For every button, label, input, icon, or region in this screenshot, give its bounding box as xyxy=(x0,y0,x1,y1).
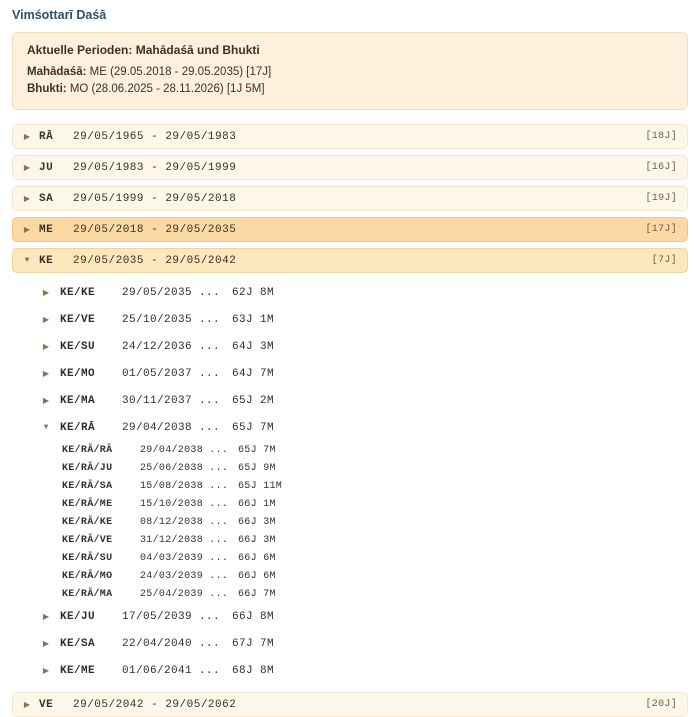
mahadasha-summary xyxy=(27,64,673,81)
chevron-right-icon[interactable]: ▶ xyxy=(23,163,31,173)
pratyantardasha-code: KE/RĀ/ME xyxy=(62,498,113,510)
antardasha-row[interactable] xyxy=(12,657,688,684)
mahadasha-duration: [19J] xyxy=(645,193,677,205)
antardasha-row-expanded[interactable] xyxy=(12,414,688,441)
pratyantardasha-date: 08/12/2038 ... xyxy=(140,516,229,528)
antardasha-row[interactable] xyxy=(12,603,688,630)
pratyantardasha-row[interactable] xyxy=(12,441,688,459)
antardasha-age: 68J 8M xyxy=(232,664,275,677)
mahadasha-code: ME xyxy=(39,223,54,236)
antardasha-age: 64J 7M xyxy=(232,367,275,380)
chevron-right-icon[interactable]: ▶ xyxy=(42,315,50,325)
pratyantardasha-age: 66J 3M xyxy=(238,534,276,546)
antardasha-age: 67J 7M xyxy=(232,637,275,650)
antardasha-age: 65J 7M xyxy=(232,421,275,434)
antardasha-row[interactable] xyxy=(12,333,688,360)
antardasha-list xyxy=(12,279,688,684)
chevron-right-icon[interactable]: ▶ xyxy=(42,369,50,379)
chevron-down-icon[interactable]: ▼ xyxy=(24,256,30,266)
pratyantardasha-date: 25/06/2038 ... xyxy=(140,462,229,474)
mahadasha-duration: [7J] xyxy=(651,255,677,267)
mahadasha-range: 29/05/1965 - 29/05/1983 xyxy=(73,130,237,143)
mahadasha-duration: [16J] xyxy=(645,162,677,174)
mahadasha-range: 29/05/2018 - 29/05/2035 xyxy=(73,223,237,236)
mahadasha-duration: [20J] xyxy=(645,699,677,711)
mahadasha-row[interactable] xyxy=(12,692,688,717)
antardasha-date: 24/12/2036 ... xyxy=(122,340,221,353)
pratyantardasha-date: 15/08/2038 ... xyxy=(140,480,229,492)
pratyantardasha-date: 04/03/2039 ... xyxy=(140,552,229,564)
chevron-right-icon[interactable]: ▶ xyxy=(42,342,50,352)
pratyantardasha-code: KE/RĀ/MA xyxy=(62,588,113,600)
pratyantardasha-row[interactable] xyxy=(12,513,688,531)
mahadasha-code: VE xyxy=(39,698,54,711)
mahadasha-code: RĀ xyxy=(39,130,54,143)
chevron-right-icon[interactable]: ▶ xyxy=(42,612,50,622)
pratyantardasha-list xyxy=(12,441,688,603)
mahadasha-code: KE xyxy=(39,254,54,267)
dasha-rows xyxy=(8,124,692,717)
antardasha-date: 22/04/2040 ... xyxy=(122,637,221,650)
pratyantardasha-date: 15/10/2038 ... xyxy=(140,498,229,510)
chevron-right-icon[interactable]: ▶ xyxy=(42,288,50,298)
antardasha-row[interactable] xyxy=(12,387,688,414)
mahadasha-row[interactable] xyxy=(12,186,688,211)
pratyantardasha-date: 29/04/2038 ... xyxy=(140,444,229,456)
pratyantardasha-date: 25/04/2039 ... xyxy=(140,588,229,600)
chevron-right-icon[interactable]: ▶ xyxy=(23,225,31,235)
pratyantardasha-row[interactable] xyxy=(12,495,688,513)
current-periods-summary xyxy=(12,32,688,110)
bhukti-value: MO (28.06.2025 - 28.11.2026) [1J 5M] xyxy=(69,82,265,95)
antardasha-date: 29/05/2035 ... xyxy=(122,286,221,299)
antardasha-date: 29/04/2038 ... xyxy=(122,421,221,434)
pratyantardasha-age: 66J 6M xyxy=(238,570,276,582)
mahadasha-duration: [17J] xyxy=(645,224,677,236)
antardasha-date: 01/06/2041 ... xyxy=(122,664,221,677)
mahadasha-label: Mahādaśā: xyxy=(27,66,87,78)
pratyantardasha-age: 65J 11M xyxy=(238,480,283,492)
pratyantardasha-code: KE/RĀ/MO xyxy=(62,570,113,582)
mahadasha-duration: [18J] xyxy=(645,131,677,143)
antardasha-date: 25/10/2035 ... xyxy=(122,313,221,326)
pratyantardasha-date: 24/03/2039 ... xyxy=(140,570,229,582)
pratyantardasha-age: 66J 3M xyxy=(238,516,276,528)
chevron-right-icon[interactable]: ▶ xyxy=(23,132,31,142)
chevron-right-icon[interactable]: ▶ xyxy=(23,700,31,710)
pratyantardasha-row[interactable] xyxy=(12,459,688,477)
mahadasha-range: 29/05/2035 - 29/05/2042 xyxy=(73,254,237,267)
mahadasha-value: ME (29.05.2018 - 29.05.2035) [17J] xyxy=(89,66,272,78)
bhukti-label: Bhukti: xyxy=(27,82,67,95)
pratyantardasha-code: KE/RĀ/SA xyxy=(62,480,113,492)
pratyantardasha-age: 65J 7M xyxy=(238,444,276,456)
mahadasha-row[interactable] xyxy=(12,155,688,180)
chevron-right-icon[interactable]: ▶ xyxy=(42,639,50,649)
summary-heading: Aktuelle Perioden: Mahādaśā und Bhukti xyxy=(27,43,260,57)
antardasha-age: 64J 3M xyxy=(232,340,275,353)
pratyantardasha-code: KE/RĀ/RĀ xyxy=(62,444,113,456)
antardasha-date: 30/11/2037 ... xyxy=(122,394,221,407)
antardasha-row[interactable] xyxy=(12,279,688,306)
antardasha-age: 62J 8M xyxy=(232,286,275,299)
mahadasha-code: JU xyxy=(39,161,54,174)
pratyantardasha-row[interactable] xyxy=(12,549,688,567)
pratyantardasha-row[interactable] xyxy=(12,531,688,549)
antardasha-age: 63J 1M xyxy=(232,313,275,326)
mahadasha-range: 29/05/1983 - 29/05/1999 xyxy=(73,161,237,174)
chevron-down-icon[interactable]: ▼ xyxy=(43,423,49,433)
antardasha-age: 65J 2M xyxy=(232,394,275,407)
mahadasha-range: 29/05/2042 - 29/05/2062 xyxy=(73,698,237,711)
antardasha-row[interactable] xyxy=(12,360,688,387)
mahadasha-row-current[interactable] xyxy=(12,217,688,242)
pratyantardasha-row[interactable] xyxy=(12,477,688,495)
antardasha-code: KE/MA xyxy=(60,394,96,407)
antardasha-code: KE/MO xyxy=(60,367,96,380)
antardasha-row[interactable] xyxy=(12,306,688,333)
antardasha-code: KE/RĀ xyxy=(60,421,96,434)
mahadasha-row-expanded[interactable] xyxy=(12,248,688,273)
chevron-right-icon[interactable]: ▶ xyxy=(23,194,31,204)
chevron-right-icon[interactable]: ▶ xyxy=(42,666,50,676)
mahadasha-range: 29/05/1999 - 29/05/2018 xyxy=(73,192,237,205)
pratyantardasha-age: 65J 9M xyxy=(238,462,276,474)
antardasha-code: KE/KE xyxy=(60,286,96,299)
antardasha-date: 17/05/2039 ... xyxy=(122,610,221,623)
pratyantardasha-code: KE/RĀ/JU xyxy=(62,462,113,474)
mahadasha-row[interactable] xyxy=(12,124,688,149)
pratyantardasha-row[interactable] xyxy=(12,567,688,585)
pratyantardasha-code: KE/RĀ/VE xyxy=(62,534,113,546)
pratyantardasha-date: 31/12/2038 ... xyxy=(140,534,229,546)
antardasha-code: KE/JU xyxy=(60,610,96,623)
pratyantardasha-code: KE/RĀ/KE xyxy=(62,516,113,528)
pratyantardasha-age: 66J 1M xyxy=(238,498,276,510)
bhukti-summary xyxy=(27,81,673,98)
mahadasha-code: SA xyxy=(39,192,54,205)
page-title: Vimśottarī Daśā xyxy=(12,8,107,22)
pratyantardasha-code: KE/RĀ/SU xyxy=(62,552,113,564)
pratyantardasha-age: 66J 6M xyxy=(238,552,276,564)
antardasha-code: KE/ME xyxy=(60,664,96,677)
antardasha-date: 01/05/2037 ... xyxy=(122,367,221,380)
antardasha-code: KE/SU xyxy=(60,340,96,353)
antardasha-row[interactable] xyxy=(12,630,688,657)
pratyantardasha-row[interactable] xyxy=(12,585,688,603)
antardasha-code: KE/SA xyxy=(60,637,96,650)
antardasha-code: KE/VE xyxy=(60,313,96,326)
pratyantardasha-age: 66J 7M xyxy=(238,588,276,600)
antardasha-age: 66J 8M xyxy=(232,610,275,623)
chevron-right-icon[interactable]: ▶ xyxy=(42,396,50,406)
